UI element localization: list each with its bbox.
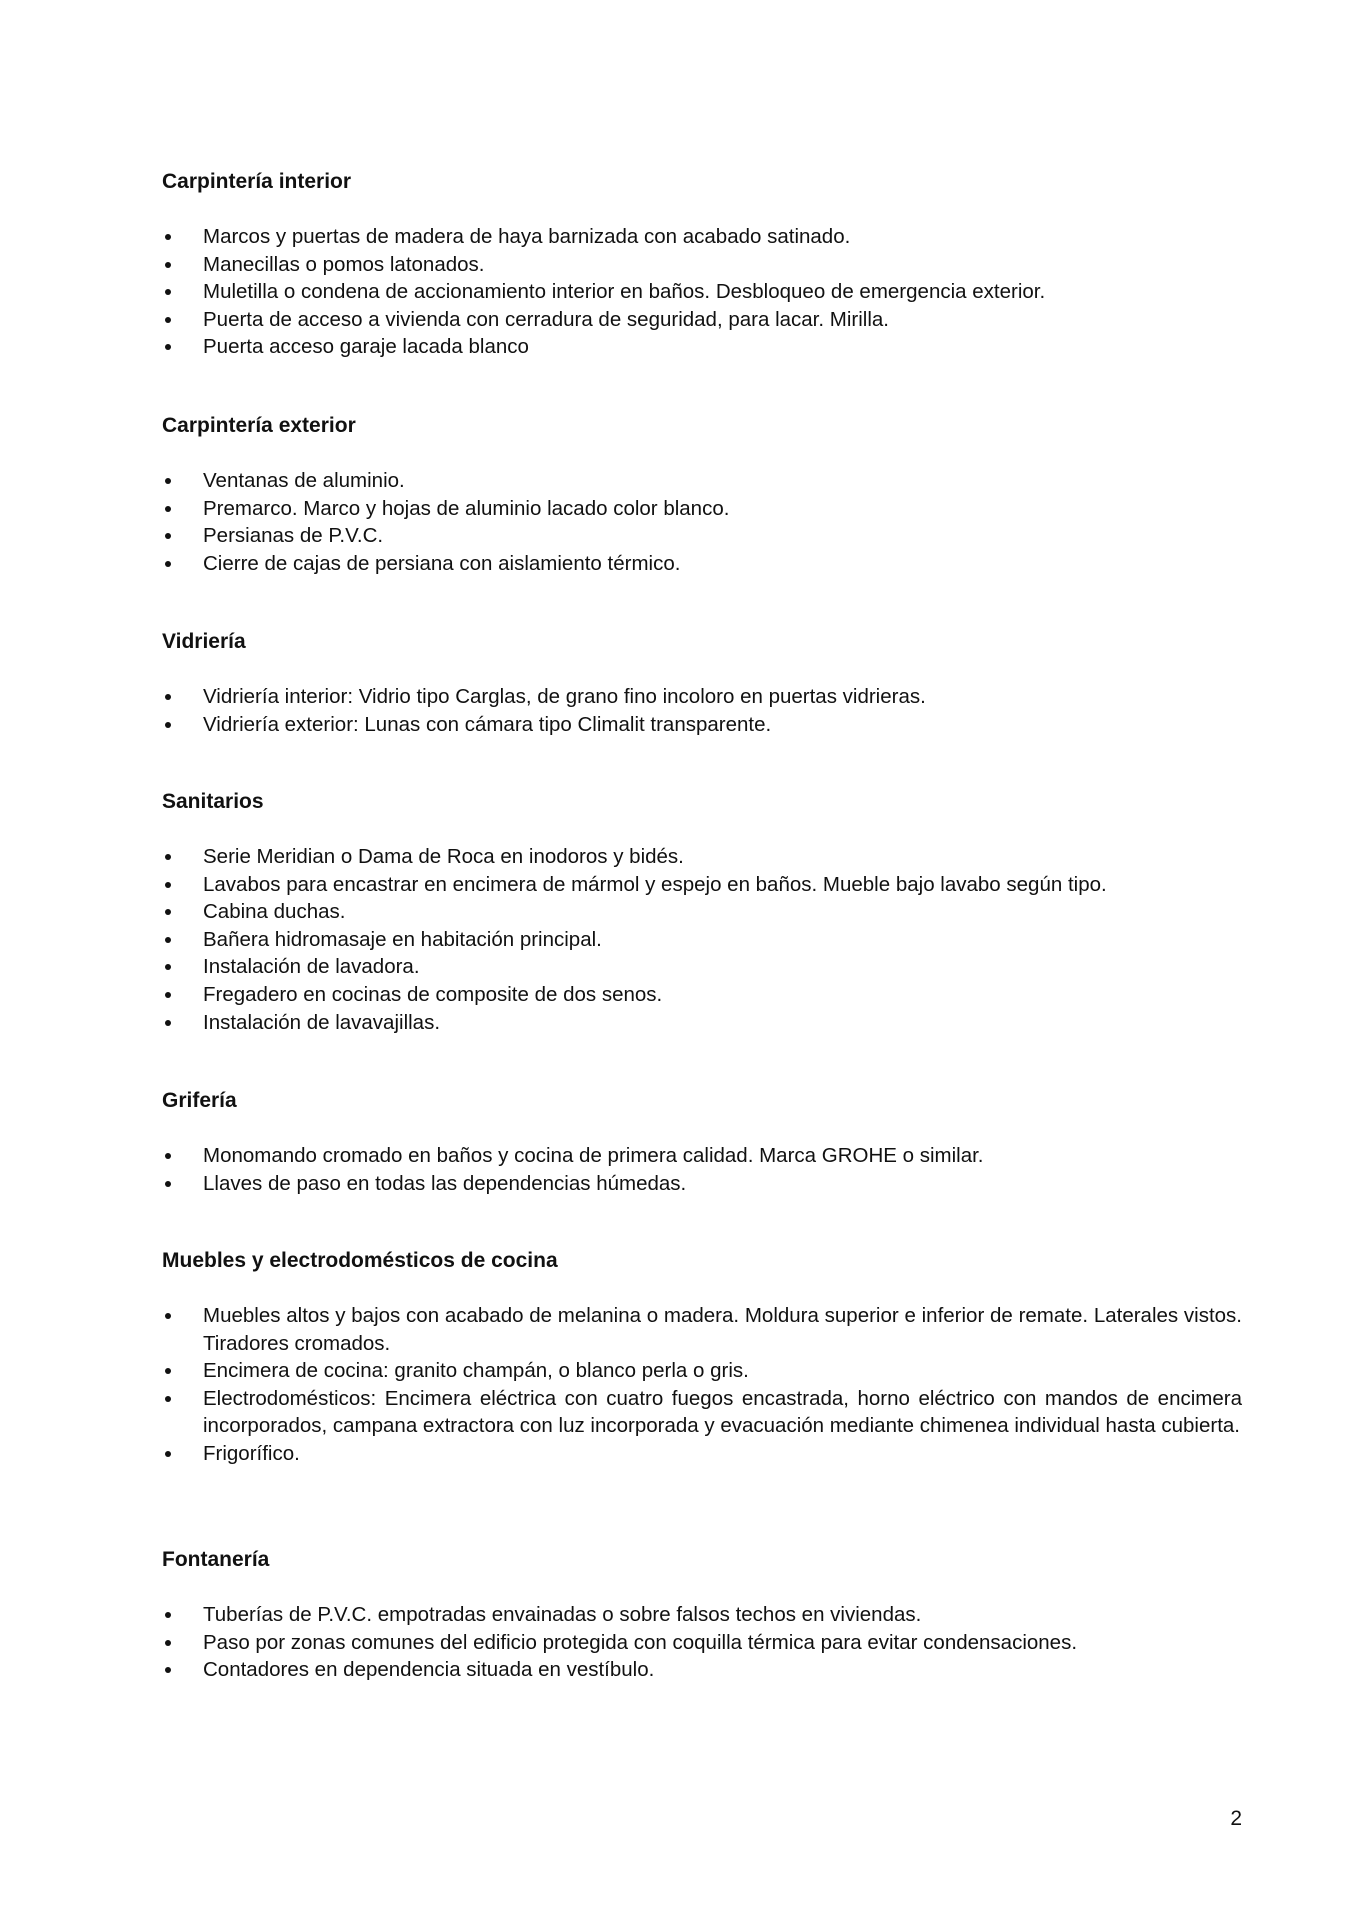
- list-item: Cabina duchas.: [162, 898, 1242, 926]
- list-item: Llaves de paso en todas las dependencias húmedas.: [162, 1170, 1242, 1198]
- section-griferia: [162, 1088, 1242, 1195]
- list-item: Manecillas o pomos latonados.: [162, 251, 1242, 279]
- section-muebles-cocina: [162, 1248, 1242, 1465]
- bullet-list: [162, 1601, 1242, 1684]
- list-item: Vidriería exterior: Lunas con cámara tipo Climalit transparente.: [162, 711, 1242, 739]
- section-carpinteria-exterior: [162, 413, 1242, 575]
- section-title: Fontanería: [162, 1548, 270, 1571]
- section-title: Carpintería interior: [162, 170, 352, 193]
- list-item: Vidriería interior: Vidrio tipo Carglas, de grano fino incoloro en puertas vidrieras.: [162, 683, 1242, 711]
- list-item: Instalación de lavavajillas.: [162, 1009, 1242, 1037]
- list-item: Bañera hidromasaje en habitación principal.: [162, 926, 1242, 954]
- list-item: Lavabos para encastrar en encimera de mármol y espejo en baños. Mueble bajo lavabo según tipo.: [162, 871, 1242, 899]
- bullet-list: [162, 467, 1242, 577]
- list-item: Ventanas de aluminio.: [162, 467, 1242, 495]
- section-title: Vidriería: [162, 630, 246, 653]
- page-number: 2: [1230, 1807, 1242, 1830]
- list-item: Persianas de P.V.C.: [162, 522, 1242, 550]
- list-item: Paso por zonas comunes del edificio protegida con coquilla térmica para evitar condensaciones.: [162, 1629, 1242, 1657]
- list-item: Puerta acceso garaje lacada blanco: [162, 333, 1242, 361]
- section-vidrieria: [162, 629, 1242, 736]
- list-item: Serie Meridian o Dama de Roca en inodoros y bidés.: [162, 843, 1242, 871]
- section-sanitarios: [162, 789, 1242, 1034]
- section-carpinteria-interior: [162, 169, 1242, 359]
- bullet-list: [162, 843, 1242, 1036]
- list-item: Frigorífico.: [162, 1440, 1242, 1468]
- list-item: Instalación de lavadora.: [162, 953, 1242, 981]
- list-item: Premarco. Marco y hojas de aluminio lacado color blanco.: [162, 495, 1242, 523]
- list-item: Puerta de acceso a vivienda con cerradura de seguridad, para lacar. Mirilla.: [162, 306, 1242, 334]
- list-item: Cierre de cajas de persiana con aislamiento térmico.: [162, 550, 1242, 578]
- bullet-list: [162, 223, 1242, 361]
- section-title: Grifería: [162, 1089, 237, 1112]
- list-item: Marcos y puertas de madera de haya barnizada con acabado satinado.: [162, 223, 1242, 251]
- list-item: Encimera de cocina: granito champán, o blanco perla o gris.: [162, 1357, 1242, 1385]
- list-item: Muebles altos y bajos con acabado de melanina o madera. Moldura superior e inferior de remate. Laterales vistos. Tiradores cromados.: [162, 1302, 1242, 1357]
- list-item: Muletilla o condena de accionamiento interior en baños. Desbloqueo de emergencia exterior.: [162, 278, 1242, 306]
- list-item: Monomando cromado en baños y cocina de primera calidad. Marca GROHE o similar.: [162, 1142, 1242, 1170]
- section-fontaneria: [162, 1547, 1242, 1682]
- list-item: Tuberías de P.V.C. empotradas envainadas o sobre falsos techos en viviendas.: [162, 1601, 1242, 1629]
- bullet-list: [162, 1302, 1242, 1468]
- section-title: Muebles y electrodomésticos de cocina: [162, 1249, 558, 1272]
- list-item: Electrodomésticos: Encimera eléctrica con cuatro fuegos encastrada, horno eléctrico con mandos de encimera incorporados, campana extractora con luz incorporada y evacuación mediante chimenea individual hasta cubierta.: [162, 1385, 1242, 1440]
- bullet-list: [162, 683, 1242, 738]
- section-title: Sanitarios: [162, 790, 264, 813]
- list-item: Contadores en dependencia situada en vestíbulo.: [162, 1656, 1242, 1684]
- bullet-list: [162, 1142, 1242, 1197]
- list-item: Fregadero en cocinas de composite de dos senos.: [162, 981, 1242, 1009]
- section-title: Carpintería exterior: [162, 414, 356, 437]
